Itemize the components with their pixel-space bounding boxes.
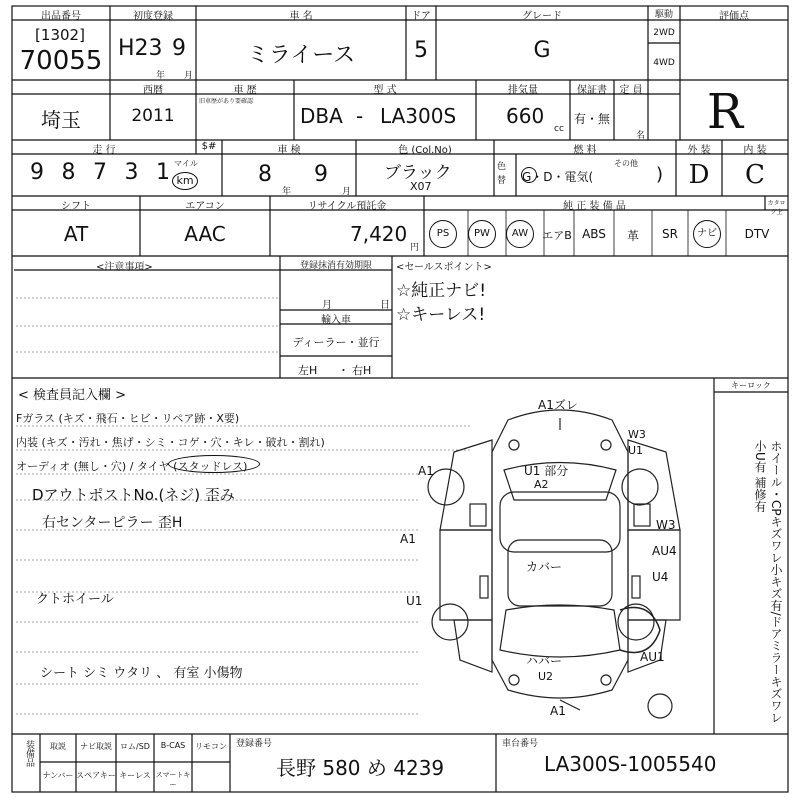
equip-leather: 革	[626, 229, 639, 243]
recycle-fee: 7,420	[350, 222, 408, 246]
air-conditioner: AAC	[184, 222, 226, 246]
reg-no-label: 登録番号	[236, 739, 273, 749]
warranty: 有・無	[573, 112, 610, 126]
mileage-digit: 1	[156, 160, 170, 185]
import-label: 輸入車	[321, 315, 351, 326]
equip-aw: AW	[506, 220, 534, 248]
handle-right: 右H	[352, 364, 372, 377]
exterior-label: 外 装	[687, 145, 711, 156]
shaken-year: 8	[258, 162, 272, 187]
fuel-options: G・D・電気(	[522, 170, 594, 184]
registration-month-unit: 月	[322, 300, 332, 311]
glass-line: Fガラス (キズ・飛石・ヒビ・リペア跡・X要)	[16, 412, 240, 425]
car-name-label: 車 名	[289, 11, 313, 22]
capacity-label: 定 員	[619, 85, 643, 96]
model-code: LA300S	[380, 104, 457, 128]
equip-smart-key: スマートキー	[155, 771, 191, 789]
equip-dtv: DTV	[744, 227, 770, 241]
hand-note-3: クトホイール	[36, 592, 114, 607]
hand-note-1: DアウトポストNo.(ネジ) 歪み	[32, 486, 235, 504]
western-year: 2011	[131, 106, 175, 126]
lot-no: 70055	[19, 46, 103, 76]
mark-trunk: ハバー	[526, 654, 563, 668]
reg-no: 長野 580 め 4239	[276, 756, 445, 780]
mileage-unit-mile: マイル	[174, 159, 198, 168]
equip-plate: ナンバー	[42, 771, 74, 780]
shift: AT	[63, 222, 89, 246]
color-label: 色 (Col.No)	[398, 145, 452, 156]
color-change-label: 色替	[497, 162, 507, 186]
equipment-label: 純 正 装 備 品	[563, 201, 626, 212]
prefecture: 埼玉	[41, 108, 81, 132]
ac-label: エアコン	[185, 201, 225, 212]
overall-score: R	[706, 84, 744, 140]
mark-u2: U2	[538, 670, 554, 683]
lot-prefix: [1302]	[35, 26, 85, 44]
equip-bcas: B-CAS	[160, 741, 186, 750]
equip-remote: リモコン	[195, 742, 227, 751]
inspection-title: < 検査員記入欄 >	[18, 388, 127, 403]
handle-separator: ・	[338, 364, 349, 377]
equip-sunroof: SR	[662, 227, 678, 241]
registration-day-unit: 日	[380, 300, 390, 311]
mark-a2: A2	[534, 478, 549, 491]
grade-label: グレード	[522, 11, 562, 22]
mileage-digit: 8	[61, 160, 76, 185]
mileage-digit: 9	[30, 160, 44, 185]
interior-score: C	[745, 160, 765, 190]
equip-pw: PW	[468, 220, 496, 248]
door-label: ドア	[411, 11, 431, 22]
month-unit: 月	[184, 71, 194, 81]
grade: G	[533, 38, 551, 63]
color: ブラック	[384, 163, 452, 183]
history-sub: 旧車歴があり要確認	[199, 98, 254, 105]
sales-point-label: <セールスポイント>	[396, 262, 492, 273]
warranty-label: 保証書	[577, 85, 607, 96]
score-label: 評価点	[719, 11, 749, 22]
vin: LA300S-1005540	[544, 752, 717, 776]
drive-4wd: 4WD	[653, 58, 675, 68]
shaken-label: 車 検	[277, 145, 301, 156]
equip-navi-manual: ナビ取説	[80, 742, 112, 751]
shaken-month-unit: 月	[342, 187, 352, 197]
shaken-year-unit: 年	[282, 187, 292, 197]
dealer-label: ディーラー・並行	[292, 336, 380, 349]
footer-side-label: 装備品	[24, 740, 34, 767]
western-year-label: 西暦	[143, 85, 163, 96]
lot-no-label: 出品番号	[41, 11, 81, 22]
mark-top: A1ズレ	[538, 398, 578, 412]
drive-2wd: 2WD	[653, 28, 675, 38]
yen-unit: 円	[410, 243, 420, 253]
first-reg-month: 9	[172, 36, 186, 61]
mark-au4: AU4	[652, 544, 677, 558]
model-label: 型 式	[373, 85, 397, 96]
equip-manual: 取説	[50, 742, 66, 751]
color-code: X07	[410, 180, 432, 193]
mark-u1-left: U1	[406, 594, 423, 608]
shift-label: シフト	[61, 201, 91, 212]
exterior-score: D	[688, 160, 710, 190]
first-reg-era-year: H23	[118, 36, 163, 61]
mark-u4: U4	[652, 570, 669, 584]
mark-w3: W3	[656, 518, 676, 532]
mark-au1: AU1	[640, 650, 665, 664]
shaken-month: 9	[314, 162, 328, 187]
equip-navi: ナビ	[693, 220, 721, 248]
mark-w3-top: W3	[628, 428, 646, 441]
drive-label: 駆動	[654, 10, 673, 20]
fuel-other-label: その他	[614, 159, 638, 168]
fuel-label: 燃 料	[573, 145, 597, 156]
interior-condition-line: 内装 (キズ・汚れ・焦げ・シミ・コゲ・穴・キレ・破れ・割れ)	[16, 436, 325, 449]
vin-label: 車台番号	[502, 739, 539, 749]
mileage-digit: 3	[124, 160, 139, 185]
doors: 5	[414, 38, 428, 63]
caution-label: <注意事項>	[96, 262, 153, 273]
mark-a1-mid: A1	[400, 532, 416, 546]
cc-unit: cc	[554, 124, 564, 134]
first-reg-label: 初度登録	[133, 11, 173, 22]
equip-ps: PS	[429, 220, 457, 248]
equip-spare-key: スペアキー	[76, 771, 116, 780]
mileage-digit: 7	[93, 160, 107, 185]
year-unit: 年	[156, 71, 166, 81]
mileage-unit-km: km	[172, 172, 198, 190]
mark-a1-left: A1	[418, 464, 434, 478]
audio-tire-line: オーディオ (無し・穴) / タイヤ (スタッドレス)	[16, 460, 248, 473]
capacity-unit: 名	[636, 131, 646, 141]
hand-note-2: 右センターピラー 歪H	[42, 515, 183, 531]
history-label: 車 歴	[233, 85, 257, 96]
hand-note-4: シート シミ ウタリ 、 有室 小傷物	[40, 666, 243, 681]
key-lock-label: キーロック	[731, 381, 771, 390]
catalog-label: カタログ上	[767, 200, 786, 216]
mileage-suffix-label: $#	[201, 141, 217, 152]
sales-point-1: ☆純正ナビ!	[396, 281, 487, 301]
car-name: ミライース	[246, 43, 356, 68]
displacement-label: 排気量	[508, 85, 538, 96]
displacement: 660	[506, 104, 545, 128]
side-notes: ホイール・CPキズワレ小キズ有/ドアミラーキズワレ 小U有 補修有	[753, 440, 783, 724]
registration-expiry-label: 登録抹消有効期限	[299, 261, 372, 271]
fuel-close: )	[656, 164, 664, 185]
equip-abs: ABS	[582, 227, 606, 241]
handle-left: 左H	[298, 364, 318, 377]
mark-u1-hood: U1 部分	[524, 464, 569, 478]
equip-airbag: エアB	[542, 229, 572, 242]
mileage-label: 走 行	[92, 145, 116, 156]
recycle-label: リサイクル預託金	[307, 201, 387, 212]
model-dash: -	[356, 104, 364, 128]
model-prefix: DBA	[300, 104, 343, 128]
mark-roof: カバー	[526, 560, 563, 574]
mark-u1-top: U1	[628, 444, 644, 457]
mark-a1-bottom: A1	[550, 704, 566, 718]
interior-label: 内 装	[743, 145, 767, 156]
equip-keyless: キーレス	[119, 771, 151, 780]
equip-rom-sd: ロム/SD	[120, 742, 150, 751]
sales-point-2: ☆キーレス!	[396, 305, 486, 325]
